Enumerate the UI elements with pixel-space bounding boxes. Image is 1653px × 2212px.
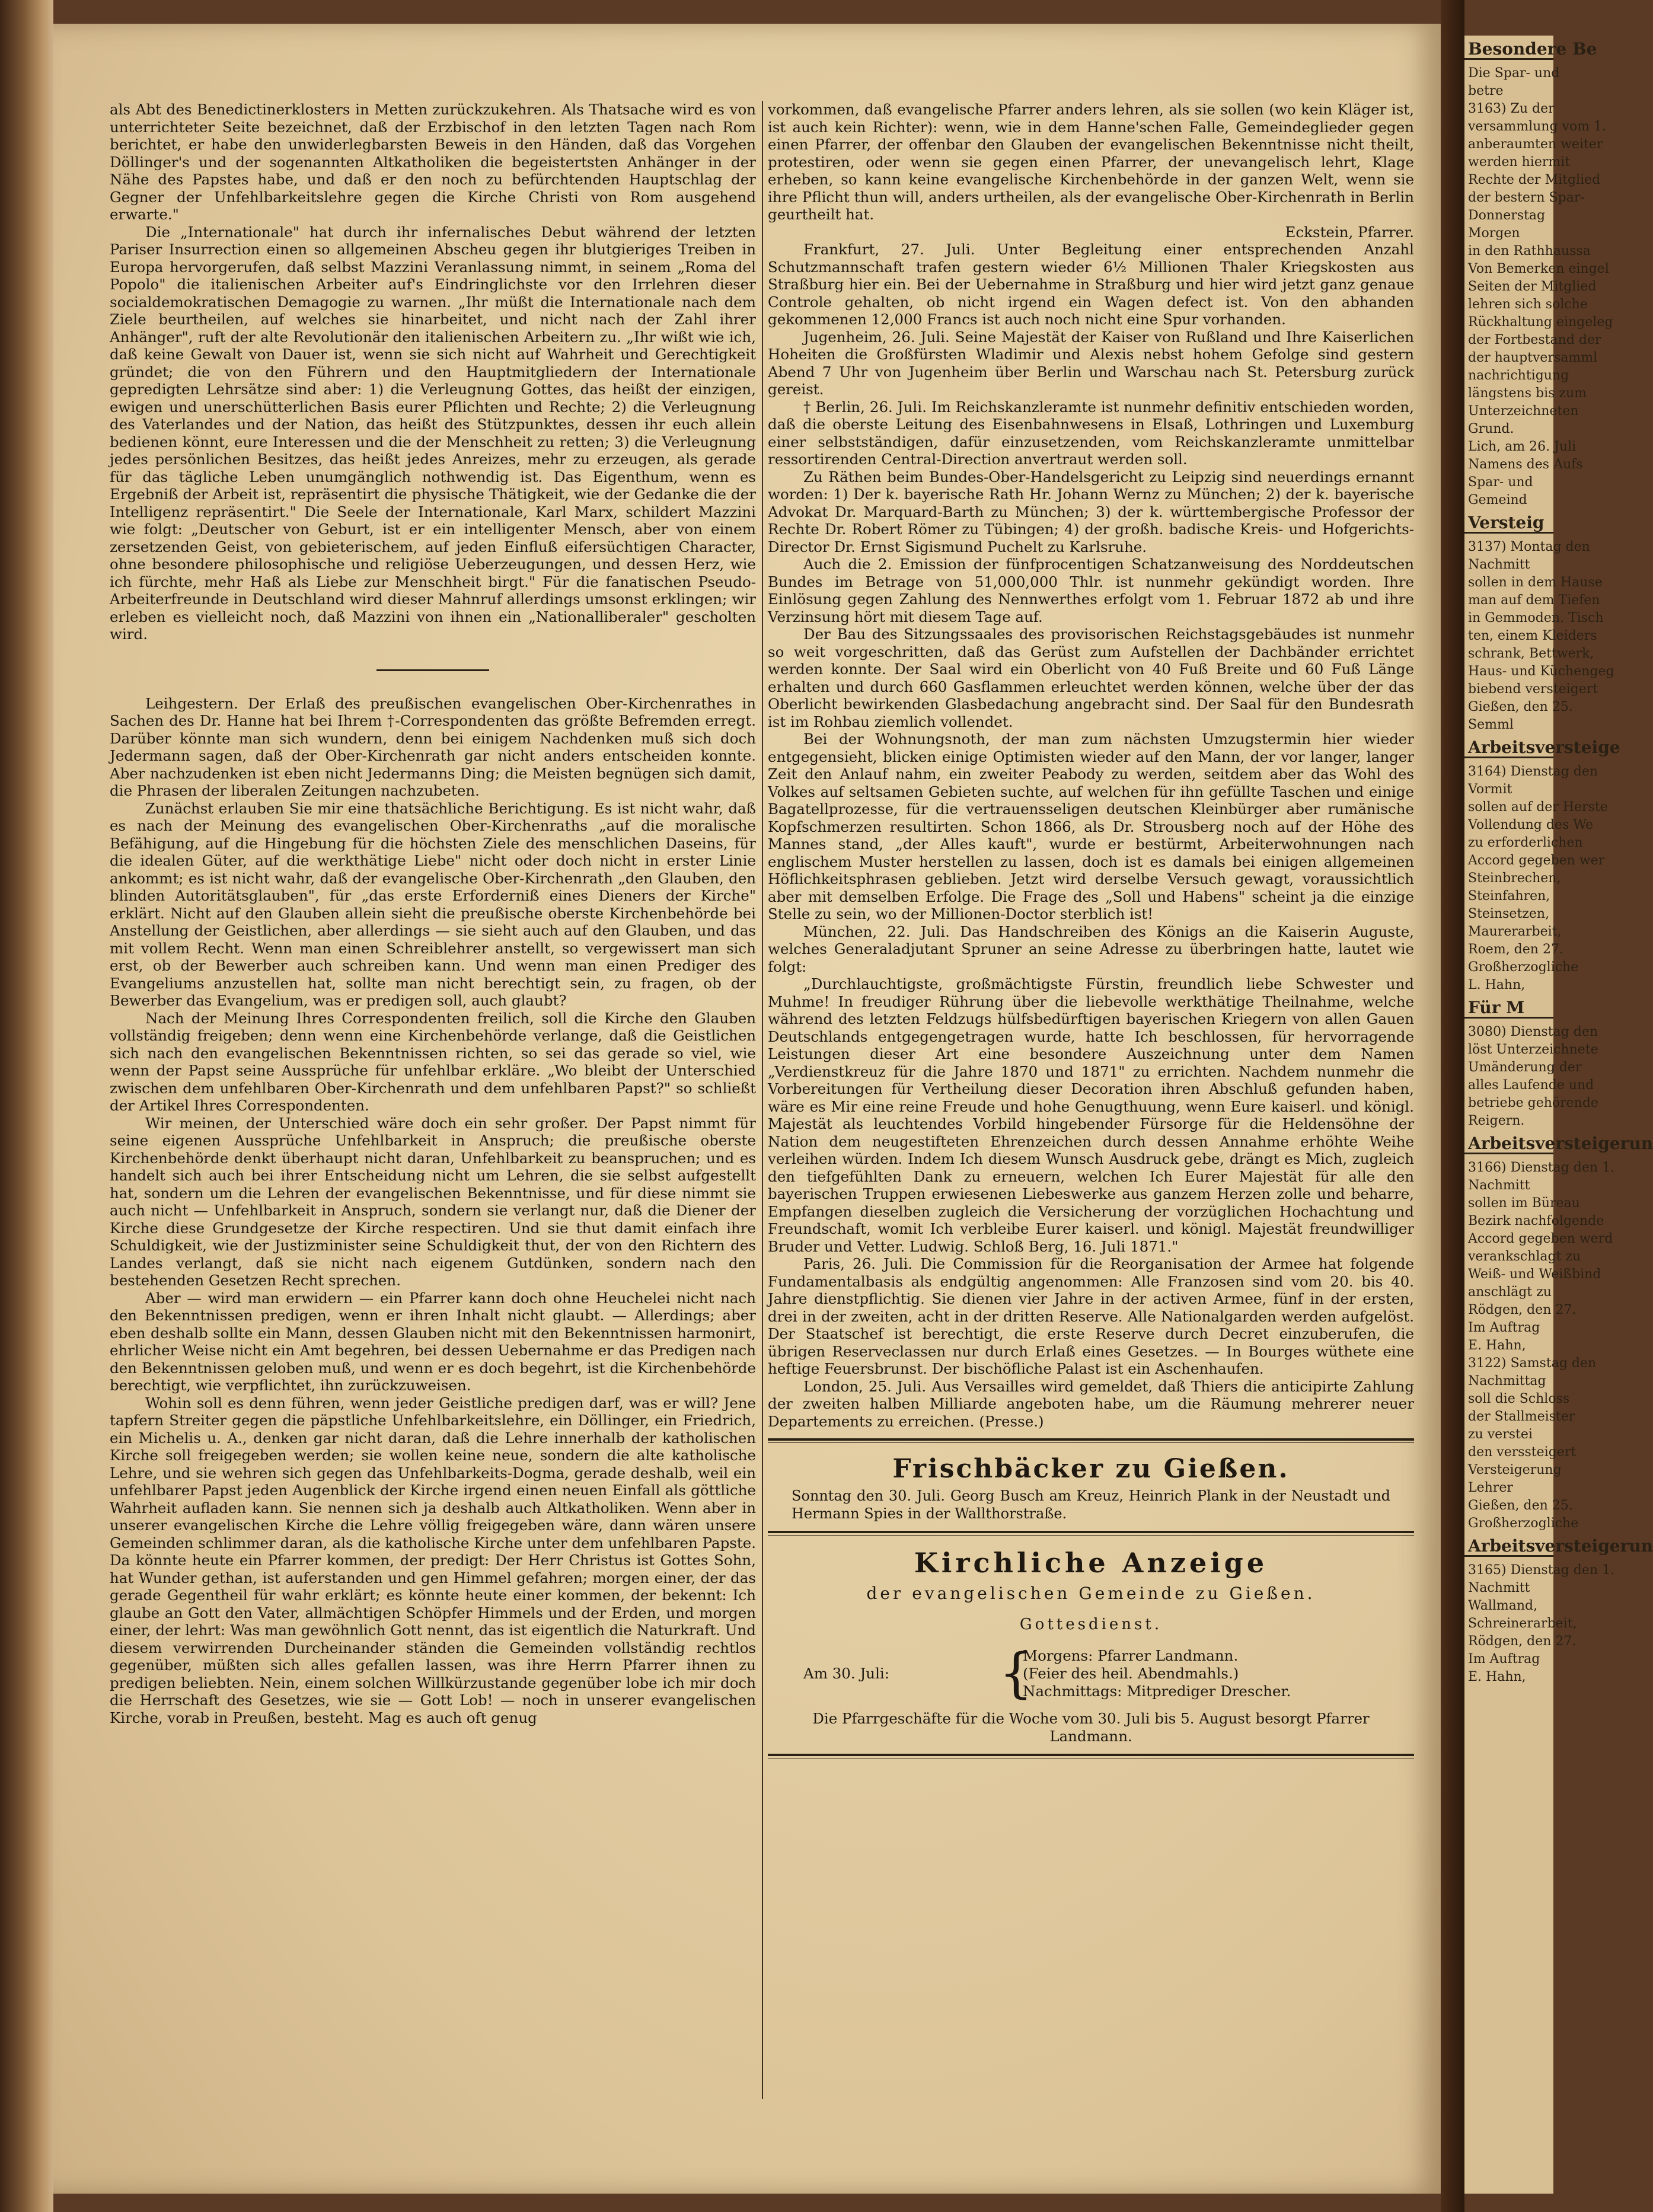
page-gutter [1441, 0, 1464, 2212]
next-page-line: Nachmitt [1468, 1178, 1530, 1193]
next-page-line: Namens des Aufs [1468, 457, 1583, 472]
next-page-line: Gießen, den 25. [1468, 1498, 1573, 1513]
service-communion: (Feier des heil. Abendmahls.) [1023, 1665, 1239, 1682]
next-page-line: schrank, Bettwerk, [1468, 646, 1594, 661]
next-page-line: Spar- und [1468, 475, 1533, 490]
news-item-berlin: † Berlin, 26. Juli. Im Reichskanzleramte ist nunmehr definitiv entschieden worden, daß die oberste Leitung des Eisenbahnwesens in Elsaß, Lothringen und Luxemburg einer selbstständigen, dafür einzusetzenden, vom Reichskanzleramte unmittelbar ressortirenden Central-Direction anvertraut werden soll. [768, 398, 1414, 468]
next-page-line: Rückhaltung eingeleg [1468, 315, 1613, 330]
next-page-line: Gießen, den 25. [1468, 700, 1573, 714]
baker-notice-title: Frischbäcker zu Gießen. [892, 1454, 1290, 1484]
next-page-line: Vormit [1468, 782, 1512, 797]
church-notice-footer: Die Pfarrgeschäfte für die Woche vom 30. Juli bis 5. August besorgt Pfarrer Landmann. [812, 1710, 1370, 1745]
next-page-line: werden hiermit [1468, 155, 1571, 170]
news-item-london: London, 25. Juli. Aus Versailles wird gemeldet, daß Thiers die anticipirte Zahlung der zweiten halben Milliarde angeboten habe, um die Räumung mehrerer neuer Departements zu erreichen. (Presse.) [768, 1377, 1414, 1430]
next-page-line: Von Bemerken eingel [1468, 261, 1609, 276]
article-paragraph: Auch die 2. Emission der fünfprocentigen Schatzanweisung des Norddeutschen Bundes im Betrage von 51,000,000 Thlr. ist nunmehr gekündigt worden. Ihre Einlösung gegen Zahlung des Nennwerthes erfolgt vom 1. Februar 1872 ab und ihre Verzinsung hört mit diesem Tage auf. [768, 556, 1414, 625]
service-morning: Morgens: Pfarrer Landmann. [1023, 1647, 1239, 1664]
article-paragraph: Nach der Meinung Ihres Correspondenten freilich, soll die Kirche den Glauben vollständig freigeben; denn wenn eine Kirchenbehörde verlange, daß die Geistlichen sich nach den evangelischen Bekenntnissen richten, so sei das gerade so viel, wie wenn der Papst seine Aussprüche für unfehlbar erkläre. „Wo bleibt der Unterschied zwischen dem unfehlbaren Ober-Kirchenrath und dem unfehlbaren Papst?" so schließt der Artikel Ihres Correspondenten. [110, 1009, 756, 1114]
next-page-line: in Gemmoden. Tisch [1468, 611, 1604, 625]
article-paragraph: Zu Räthen beim Bundes-Ober-Handelsgericht zu Leipzig sind neuerdings ernannt worden: 1) Der k. bayerische Rath Hr. Johann Wernz zu München; 2) der k. bayerische Advokat Dr. Marquard-Barth zu München; 3) der k. württembergische Professor der Rechte Dr. Robert Römer zu Tübingen; 4) der großh. badische Kreis- und Hofgerichts-Director Dr. Ernst Sigismund Puchelt zu Karlsruhe. [768, 468, 1414, 556]
article-paragraph: Zunächst erlauben Sie mir eine thatsächliche Berichtigung. Es ist nicht wahr, daß es nach der Meinung des evangelischen Ober-Kirchenraths „auf die moralische Befähigung, auf die Hingebung für die höchsten Ziele des menschlichen Daseins, für die idealen Güter, auf die werkthätige Liebe" nicht oder doch nicht in erster Linie ankommt; es ist nicht wahr, daß der evangelische Ober-Kirchenrath „den Glauben, den blinden Autoritätsglauben", für „das erste Erforderniß eines Dieners der Kirche" erklärt. Nicht auf den Glauben allein sieht die preußische oberste Kirchenbehörde bei Anstellung der Geistlichen, aber allerdings — sie sieht auch auf den Glauben, und das mit vollem Recht. Wenn man einen Schreiblehrer anstellt, so vergewissert man sich erst, ob der Bewerber auch schreiben kann. Und wenn man einen Prediger des Evangeliums anzustellen hat, sollte man nicht berechtigt sein, zu fragen, ob der Bewerber das Evangelium, was er predigen soll, auch glaubt? [110, 799, 756, 1009]
next-page-line: man auf dem Tiefen [1468, 593, 1600, 608]
next-page-line: anschlägt zu [1468, 1285, 1552, 1300]
next-page-line: Im Auftrag [1468, 1320, 1540, 1335]
news-item-paris: Paris, 26. Juli. Die Commission für die Reorganisation der Armee hat folgende Fundamentalbasis als endgültig angenommen: Alle Franzosen sind vom 20. bis 40. Jahre dienstpflichtig. Sie dienen vier Jahre in der activen Armee, fünf in der ersten, drei in der zweiten, acht in der dritten Reserve. Alle Nationalgarden werden aufgelöst. Der Staatschef ist berechtigt, die erste Reserve durch Decret einzuberufen, die übrigen Reserveclassen nur durch Erlaß eines Gesetzes. — In Bourges wüthete eine heftige Feuersbrunst. Der bischöfliche Palast ist ein Aschenhaufen. [768, 1255, 1414, 1377]
next-page-line: biebend versteigert [1468, 682, 1598, 697]
next-page-line: Bezirk nachfolgende [1468, 1214, 1604, 1228]
brace-icon: { [999, 1642, 1033, 1705]
article-paragraph: vorkommen, daß evangelische Pfarrer anders lehren, als sie sollen (wo kein Kläger ist, ist auch kein Richter): wenn, wie in dem Hanne'schen Falle, Gemeindeglieder gegen einen Pfarrer, der offenbar den Glauben der evangelischen Bekenntnisse nicht theilt, protestiren, oder wenn sie gegen einen Pfarrer, der unevangelisch lehrt, Klage erheben, so kann keine evangelische Kirchenbehörde in der ganzen Welt, wenn sie ihre Pflicht thun will, anders urtheilen, als der evangelische Ober-Kirchenrath in Berlin geurtheilt hat. [768, 101, 1414, 223]
next-page-line: längstens bis zum [1468, 386, 1587, 401]
notice-rule [768, 1531, 1414, 1536]
next-page-line: Rechte der Mitglied [1468, 173, 1601, 187]
next-page-line: der bestern Spar- [1468, 190, 1585, 205]
book-edge [0, 0, 53, 2212]
next-page-line: Roem, den 27. [1468, 942, 1563, 957]
signature: Eckstein, Pfarrer. [1285, 223, 1414, 241]
notice-rule [768, 1438, 1414, 1443]
next-page-line: löst Unterzeichnete [1468, 1042, 1598, 1057]
next-page-line: 3163) Zu der [1468, 101, 1555, 116]
next-page-line: der Stallmeister [1468, 1409, 1575, 1424]
next-page-line: 3166) Dienstag den 1. [1468, 1160, 1615, 1175]
next-page-line: Gemeind [1468, 493, 1527, 507]
service-schedule [803, 1642, 1414, 1705]
next-page-line: sollen im Büreau [1468, 1196, 1580, 1211]
next-page-line: Nachmittag [1468, 1374, 1546, 1389]
next-page-line: zu verstei [1468, 1427, 1533, 1442]
next-page-line: Haus- und Küchengeg [1468, 664, 1614, 679]
next-page-line: Vollendung des We [1468, 818, 1594, 832]
article-paragraph: Die „Internationale" hat durch ihr infernalisches Debut während der letzten Pariser Insurrection einen so allgemeinen Abscheu gegen ihr blutgieriges Treiben in Europa hervorgerufen, daß selbst Mazzini Veranlassung nimmt, in seinem „Roma del Popolo" die italienischen Arbeiter auf's Eindringlichste vor den Irrlehren dieser socialdemokratischen Demagogie zu warnen. „Ihr müßt die Internationale nach dem Ziele beurtheilen, auf welches sie hinarbeitet, und nicht nach der Zahl ihrer Anhänger", ruft der alte Revolutionär den italienischen Arbeitern zu. „Ihr wißt wie ich, daß keine Gewalt von Dauer ist, wenn sie sich nicht auf Wahrheit und Gerechtigkeit gründet; die von den Führern und den Hauptmitgliedern der Internationale gepredigten Lehrsätze sind aber: 1) die Verleugnung Gottes, das heißt der einzigen, ewigen und unerschütterlichen Basis eurer Pflichten und Rechte; 2) die Verleugnung des Vaterlandes und der Nation, das heißt des Stützpunktes, dessen ihr euch allein bedienen könnt, eure Interessen und die der Menschheit zu retten; 3) die Verleugnung jedes persönlichen Besitzes, das heißt jedes Anreizes, mehr zu erzeugen, als gerade für das tägliche Leben unumgänglich nothwendig ist. Das Eigenthum, wenn es Ergebniß der Arbeit ist, repräsentirt die physische Thätigkeit, wie der Gedanke die der Intelligenz repräsentirt." Die Seele der Internationale, Karl Marx, schildert Mazzini wie folgt: „Deutscher von Geburt, ist er ein intelligenter Mensch, aber von einem zersetzenden Geist, von gebieterischem, auf jeden Einfluß eifersüchtigen Character, ohne besondere philosophische und religiöse Ueberzeugungen, und dessen Herz, wie ich fürchte, mehr Haß als Liebe zur Menschheit birgt." Für die fanatischen Pseudo-Arbeiterfreunde in Deutschland wird dieser Mahnruf allerdings umsonst erklingen; wir erleben es vielleicht noch, daß Mazzini von ihnen ein „Nationalliberaler" gescholten wird. [110, 223, 756, 643]
next-page-line: anberaumten weiter [1468, 137, 1603, 152]
section-separator [376, 669, 489, 671]
next-page-line: sollen in dem Hause [1468, 575, 1603, 590]
next-page-line: Accord gegeben werd [1468, 1231, 1613, 1246]
baker-notice-body: Sonntag den 30. Juli. Georg Busch am Kreuz, Heinrich Plank in der Neustadt und Hermann Spies in der Wallthorstraße. [792, 1488, 1390, 1522]
next-page-line: L. Hahn, [1468, 978, 1526, 992]
church-notice-section: Gottesdienst. [1019, 1616, 1163, 1633]
next-page-line: 3137) Montag den [1468, 540, 1590, 554]
article-paragraph: Aber — wird man erwidern — ein Pfarrer kann doch ohne Heuchelei nicht nach den Bekenntnissen predigen, wenn er ihren Inhalt nicht glaubt. — Allerdings; aber eben deshalb sollte ein Mann, dessen Glauben nicht mit den Bekenntnissen harmonirt, ehrlicher Weise nicht ein Amt begehren, bei dessen Uebernahme er das Predigen nach den Bekenntnissen geloben muß, und wenn er es doch begehrt, ist die Kirchenbehörde berechtigt, wie verpflichtet, ihn zurückzuweisen. [110, 1289, 756, 1394]
next-page-line: Morgen [1468, 226, 1520, 241]
next-page-line: Besondere Be [1464, 40, 1553, 60]
news-item-jugenheim: Jugenheim, 26. Juli. Seine Majestät der Kaiser von Rußland und Ihre Kaiserlichen Hoheiten die Großfürsten Wladimir und Alexis nebst hohem Gefolge sind gestern Abend 7 Uhr von Jugenheim über Berlin und Warschau nach St. Petersburg zurück gereist. [768, 328, 1414, 398]
next-page-line: der Fortbestand der [1468, 333, 1601, 347]
next-page-line: Maurerarbeit, [1468, 924, 1562, 939]
next-page-line: 3165) Dienstag den 1. [1468, 1563, 1615, 1578]
next-page-line: Seiten der Mitglied [1468, 279, 1597, 294]
next-page-line: ten, einem Kleiders [1468, 628, 1597, 643]
next-page-line: den verssteigert [1468, 1445, 1577, 1460]
church-notice-title: Kirchliche Anzeige [914, 1547, 1268, 1579]
article-paragraph: Bei der Wohnungsnoth, der man zum nächsten Umzugstermin hier wieder entgegensieht, blicken einige Optimisten wieder auf den Mann, der vor langer, langer Zeit den Anlauf nahm, ein zweiter Peabody zu werden, seitdem aber das Wohl des Volkes auf seltsamen Gebieten suchte, auf welchen für ihn gefüllte Taschen und einige Bagatellprozesse, für die vertrauensseligen deutschen Kleinbürger aber rumänische Kopfschmerzen resultirten. Schon 1866, als Dr. Strousberg noch auf der Höhe des Mannes stand, „der Alles kauft", wurde er bestürmt, Arbeiterwohnungen nach englischem Muster herstellen zu lassen, doch ist es damals bei einigen allgemeinen Höflichkeitsphrasen geblieben. Jetzt wird derselbe Versuch gewagt, voraussichtlich aber mit demselben Erfolge. Die Frage des „Soll und Habens" scheint ja die einzige Stelle zu sein, wo der Millionen-Doctor sterblich ist! [768, 730, 1414, 923]
service-date: Am 30. Juli: [803, 1665, 889, 1682]
service-afternoon: Nachmittags: Mitprediger Drescher. [1023, 1683, 1291, 1700]
church-notice-subtitle: der evangelischen Gemeinde zu Gießen. [866, 1584, 1316, 1603]
next-page-line: Unterzeichneten [1468, 404, 1579, 419]
next-page-line: Donnerstag [1468, 208, 1546, 223]
article-paragraph: Leihgestern. Der Erlaß des preußischen evangelischen Ober-Kirchenrathes in Sachen des Dr. Hanne hat bei Ihrem †-Correspondenten das größte Befremden erregt. Darüber könnte man sich wundern, denn bei einigem Nachdenken muß sich doch Jedermann sagen, daß der Ober-Kirchenrath gar nicht anders entscheiden konnte. Aber nachzudenken ist eben nicht Jedermanns Ding; die Meisten begnügen sich damit, die Phrasen der liberalen Zeitungen nachzubeten. [110, 694, 756, 799]
next-page-line: E. Hahn, [1468, 1338, 1526, 1353]
next-page-line: sollen auf der Herste [1468, 800, 1608, 815]
next-page-line: Im Auftrag [1468, 1652, 1540, 1667]
next-page-line: Für M [1464, 999, 1553, 1019]
next-page-line: Schreinerarbeit, [1468, 1616, 1577, 1631]
next-page-line: in den Rathhaussa [1468, 244, 1591, 258]
next-page-line: Reigern. [1468, 1113, 1525, 1128]
news-item-frankfurt: Frankfurt, 27. Juli. Unter Begleitung einer entsprechenden Anzahl Schutzmannschaft trafen gestern wieder 6½ Millionen Thaler Kriegskosten aus Straßburg hier ein. Bei der Uebernahme in Straßburg und hier wird jetzt ganz genaue Controle gehalten, ob nicht irgend ein Wagen defect ist. Von den abhanden gekommenen 12,000 Francs ist auch noch nicht eine Spur vorhanden. [768, 241, 1414, 328]
next-page-line: soll die Schloss [1468, 1391, 1570, 1406]
next-page-line: verankschlagt zu [1468, 1249, 1581, 1264]
next-page-line: lehren sich solche [1468, 297, 1588, 312]
next-page-line: Umänderung der [1468, 1060, 1582, 1075]
next-page-line: Nachmitt [1468, 1581, 1530, 1595]
article-paragraph: Wohin soll es denn führen, wenn jeder Geistliche predigen darf, was er will? Jene tapfern Streiter gegen die päpstliche Unfehlbarkeitslehre, ein Döllinger, ein Friedrich, ein Michelis u. A., denken gar nicht daran, daß die Lehre innerhalb der katholischen Kirche soll freigegeben werden; sie wollen keine neue, sondern die alte katholische Lehre, und sie wehren sich gegen das Unfehlbarkeits-Dogma, gerade deshalb, weil ein unfehlbarer Papst jeden Augenblick der Kirche irgend einen neuen Einfall als göttliche Wahrheit aufladen kann. Sie nennen sich ja deshalb auch Altkatholiken. Wenn aber in unserer evangelischen Kirche die Lehre völlig freigegeben wäre, dann wären unsere Gemeinden schlimmer daran, als die katholische Kirche unter dem unfehlbaren Papste. Da könnte heute ein Pfarrer kommen, der predigt: Der Herr Christus ist Gottes Sohn, hat Wunder gethan, ist auferstanden und gen Himmel gefahren; morgen einer, der das gerade Gegentheil für wahr erklärt; es könnte heute einer kommen, der bekennt: Ich glaube an Gott den Vater, allmächtigen Schöpfer Himmels und der Erden, und morgen einer, der lehrt: Was man gewöhnlich Gott nennt, das ist eigentlich die Naturkraft. Und diesem verwirrenden Durcheinander ständen die Gemeinden vollständig rechtlos gegenüber, müßten sich alles gefallen lassen, was ihre Herrn Pfarrer ihnen zu predigen beliebten. Nein, einem solchen Willkürzustande gegenüber lobe ich mir doch die Herrschaft des Gesetzes, wie sie — Gott Lob! — noch in unserer evangelischen Kirche, vorab in Preußen, besteht. Mag es auch oft genug [110, 1394, 756, 1726]
next-page-line: alles Laufende und [1468, 1078, 1594, 1093]
article-paragraph: als Abt des Benedictinerklosters in Metten zurückzukehren. Als Thatsache wird es von unterrichteter Seite bezeichnet, daß der Erzbischof in den letzten Tagen nach Rom berichtet, er habe den unwiderlegbarsten Beweis in den Händen, daß das Vorgehen Döllinger's und der sogenannten Altkatholiken die begeistertsten Anhänger in der Nähe des Papstes habe, und daß er den noch zu befürchtenden Hauptschlag der Gegner der Unfehlbarkeitslehre gegen die Kirche Christi von Rom ausgehend erwarte." [110, 101, 756, 223]
next-page-line: E. Hahn, [1468, 1670, 1526, 1684]
next-page-line: betriebe gehörende [1468, 1096, 1598, 1110]
next-page-line: 3164) Dienstag den [1468, 764, 1598, 779]
next-page-line: Arbeitsversteige [1464, 739, 1553, 758]
right-column [768, 101, 1414, 2099]
next-page-line: Lehrer [1468, 1480, 1513, 1495]
article-paragraph: Der Bau des Sitzungssaales des provisorischen Reichstagsgebäudes ist nunmehr so weit vorgeschritten, daß das Gerüst zum Aufstellen der Dachbänder errichtet werden konnte. Der Saal wird ein Oberlicht von 40 Fuß Breite und 60 Fuß Länge erhalten und durch 660 Gasflammen erleuchtet werden können, welche über der das Oberlicht bewirkenden Glasbedachung angebracht sind. Der Saal für den Bundesrath ist im Rohbau ziemlich vollendet. [768, 625, 1414, 730]
next-page-line: Großherzogliche [1468, 960, 1579, 975]
next-page-line: Semml [1468, 717, 1514, 732]
next-page-line: versammlung vom 1. [1468, 119, 1607, 134]
next-page-line: Weiß- und Weißbind [1468, 1267, 1601, 1282]
notice-rule [768, 1754, 1414, 1758]
service-items [1023, 1647, 1291, 1700]
next-page-line: Wallmand, [1468, 1598, 1538, 1613]
column-rule [762, 101, 763, 2099]
next-page-line: Rödgen, den 27. [1468, 1303, 1577, 1317]
next-page-line: Steinsetzen, [1468, 906, 1550, 921]
next-page-line: der hauptversamml [1468, 350, 1598, 365]
next-page-line: Arbeitsversteigerun [1464, 1537, 1553, 1557]
left-column [110, 101, 756, 2099]
next-page-fragment [1464, 36, 1653, 2194]
next-page-line: Großherzogliche [1468, 1516, 1579, 1531]
next-page-line: 3122) Samstag den [1468, 1356, 1597, 1371]
letter-text: „Durchlauchtigste, großmächtigste Fürstin, freundlich liebe Schwester und Muhme! In freudiger Rührung über die liebevolle werkthätige Theilnahme, welche während des letzten Feldzugs hülfsbedürftigen bayerischen Kriegern von allen Gauen Deutschlands entgegengetragen wurde, hatte Ich beschlossen, für hervorragende Leistungen dieser Art eine besondere Auszeichnung unter dem Namen „Verdienstkreuz für die Jahre 1870 und 1871" zu errichten. Nachdem nunmehr die Vorbereitungen für Vertheilung dieser Decoration ihren Abschluß gefunden haben, wäre es Mir eine reine Freude und hohe Genugthuung, wenn Eure kaiserl. und königl. Majestät als leuchtendes Vorbild hingebender Fürsorge für die Heldensöhne der Nation dem neugestifteten Ehrenzeichen durch dessen Annahme erhöhte Weihe verleihen würden. Indem Ich diesem Wunsch Ausdruck gebe, drängt es Mich, zugleich den tiefgefühlten Dank zu erneuern, welchen Ich Eurer Majestät für alle den bayerischen Truppen erwiesenen Liebeswerke aus ganzem Herzen zolle und beharre, Empfangen dieselben zugleich die Versicherung der vorzüglichen Hochachtung und Freundschaft, womit Ich verbleibe Eurer kaiserl. und königl. Majestät freundwilliger Bruder und Vetter. Ludwig. Schloß Berg, 16. Juli 1871." [768, 975, 1414, 1255]
next-page-line: Lich, am 26. Juli [1468, 439, 1577, 454]
next-page-line: Steinfahren, [1468, 889, 1550, 904]
next-page-line: Rödgen, den 27. [1468, 1634, 1577, 1649]
next-page-line: Nachmitt [1468, 557, 1530, 572]
next-page-line: zu erforderlichen [1468, 835, 1583, 850]
article-paragraph: Wir meinen, der Unterschied wäre doch ein sehr großer. Der Papst nimmt für seine eigenen Aussprüche Unfehlbarkeit in Anspruch; die preußische oberste Kirchenbehörde denkt überhaupt nicht daran, Unfehlbarkeit zu beanspruchen; und es handelt sich auch bei ihrer Entscheidung nicht um Lehren, die sie selbst aufgestellt hat, sondern um die Lehren der evangelischen Bekenntnisse, und für diese nimmt sie auch nicht — Unfehlbarkeit in Anspruch, sondern sie verlangt nur, daß die Diener der Kirche diese Grundgesetze der Kirche respectiren. Und sie thut damit einfach ihre Schuldigkeit, wie der Justizminister seine Schuldigkeit thut, der von den Richtern des Landes verlangt, daß sie nicht nach eigenem Gutdünken, sondern nach den bestehenden Gesetzen Recht sprechen. [110, 1114, 756, 1289]
next-page-line: Die Spar- und [1468, 66, 1560, 81]
next-page-line: Versteigerung [1468, 1463, 1562, 1477]
next-page-line: betre [1468, 84, 1504, 98]
news-item-muenchen: München, 22. Juli. Das Handschreiben des Königs an die Kaiserin Auguste, welches Generaladjutant Spruner an seine Adresse zu überbringen hatte, lautet wie folgt: [768, 923, 1414, 975]
next-page-line: Arbeitsversteigerun [1464, 1135, 1553, 1154]
next-page-line: Grund. [1468, 422, 1514, 436]
next-page-line: 3080) Dienstag den [1468, 1024, 1598, 1039]
next-page-line: nachrichtigung [1468, 368, 1569, 383]
next-page-line: Steinbrechen, [1468, 871, 1561, 886]
next-page-line: Accord gegeben wer [1468, 853, 1605, 868]
next-page-line: Versteig [1464, 514, 1553, 534]
